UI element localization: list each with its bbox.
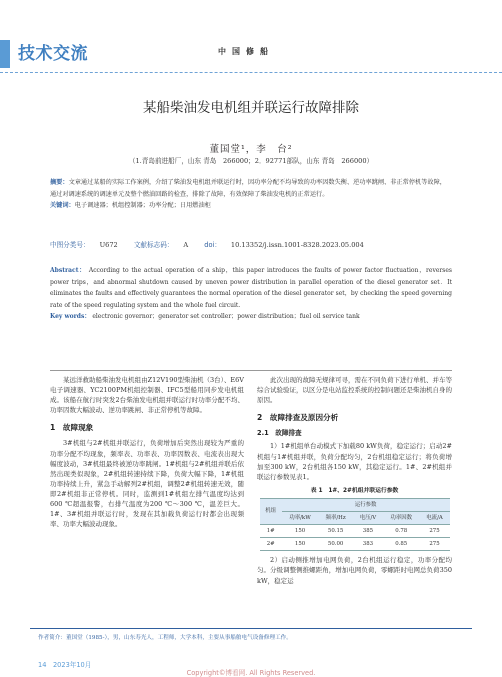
- footnote-divider: [30, 628, 472, 629]
- table-caption: 表 1 1#、2#机组并联运行参数: [310, 487, 399, 494]
- intro-continued: 此次出现的故障无规律可寻，需在不同负荷下进行单机、并车等综合试验验证，以区分是电站监控系统的控制问题还是柴油机自身的原因。: [257, 376, 452, 405]
- table-cell: 150: [282, 525, 318, 538]
- table-cell: 0.85: [383, 538, 420, 551]
- table-cell: 50.15: [318, 525, 353, 538]
- table-cell: 1#: [260, 525, 282, 538]
- clc-value: U672: [99, 241, 118, 249]
- abstract-label: 摘要：: [50, 179, 69, 186]
- abstract-divider: [50, 370, 452, 371]
- check-paragraph-2: 2）启动侧推增加电网负荷，2台机组运行稳定，功率分配均匀。分级调整侧推螺距角，增加电网负荷，零螺距时电网总负荷350 kW，稳定运: [257, 556, 452, 585]
- article-authors: 董国堂¹，李 台²: [209, 144, 293, 155]
- keywords-en-label: Key words：: [50, 313, 91, 321]
- keywords-label: 关键词：: [50, 202, 75, 210]
- magazine-name: 中国修船: [218, 46, 274, 56]
- table-cell: 275: [420, 525, 450, 538]
- classification-line: [50, 239, 452, 249]
- abstract-en: [50, 265, 452, 323]
- left-column: [50, 375, 244, 529]
- table-cell: 2#: [260, 538, 282, 551]
- table-col-header: 频率/Hz: [318, 512, 353, 525]
- author-footnote: 作者简介：董国堂（1985-），男，山东寿光人，工程师，大学本科，主要从事船舶电气设备修理工作。: [38, 635, 292, 641]
- doc-label: 文献标志码：: [133, 241, 174, 249]
- table-cell: 50.00: [318, 538, 353, 551]
- intro-paragraph: 某远洋救助船柴油发电机组由Z12V190型柴油机（3台）、E6V电子调速器、YC2100PM机组控制器、IFC5型船用同步发电机组成。该船在航行时突发2台柴油发电机组并联运行时功率分配不均、功率因数大幅波动、逆功率跳闸、非正常停机等故障。: [50, 376, 244, 415]
- table-header-unit: 机组: [260, 498, 282, 524]
- abstract-en-text: According to the actual operation of a ship，this paper introduces the faults of power factor fluctuation，reverses power trips，and abnormal shutdown caused by uneven power distribution in parallel operation of the diesel generator set．It eliminates the faults and effectively guarantees the normal operation of the diesel generator set，by checking the speed governing rate of the speed regulating system and the whole fuel circuit.: [50, 267, 452, 309]
- table-col-header: 电流/A: [420, 512, 450, 525]
- parameter-table: [260, 498, 450, 551]
- table-cell: 383: [353, 538, 383, 551]
- table-row: [260, 538, 450, 551]
- table-col-header: 功率因数: [383, 512, 420, 525]
- header-accent-bar: [0, 40, 10, 68]
- table-col-header: 功率/kW: [282, 512, 318, 525]
- doi-label: doi：: [204, 241, 221, 249]
- abstract-cn: [50, 177, 452, 212]
- abstract-en-label: Abstract：: [50, 267, 87, 274]
- fault-paragraph: 3#机组与2#机组并联运行，负荷增加后突然出现较为严重的功率分配不均现象，频率表、功率表、功率因数表、电流表出现大幅度波动，3#机组最终被逆功率跳闸。1#机组与2#机组并联后依然出现类似现象，2#机组转速持续下降，负荷大幅下降，1#机组功率持续上升，紧急手动解列2#机组，调整2#机组转速无效，随即2#机组非正常停机。同时，监测到1#机组左排气温度均达到600 ℃超温报警，右排气温度为200 ℃～300 ℃，温差巨大。1#、3#机组并联运行时，发现在其加载负荷运行时都会出现频率、功率大幅波动现象。: [50, 439, 244, 529]
- clc-label: 中图分类号：: [50, 241, 90, 249]
- heading-fault-phenomenon: 1 故障现象: [50, 423, 94, 433]
- keywords-en-text: electronic governor；generator set controller；power distribution；fuel oil service tank: [92, 313, 360, 321]
- article-affiliation: （1.青岛前进船厂，山东 青岛 266000；2．92771部队，山东 青岛 266000）: [128, 157, 374, 165]
- table-cell: 0.78: [383, 525, 420, 538]
- table-header-group: 运行参数: [282, 498, 450, 511]
- section-title: 技术交流: [18, 44, 88, 64]
- doi-value: 10.13352/j.issn.1001-8328.2023.05.004: [230, 241, 364, 249]
- article-title: 某船柴油发电机组并联运行故障排除: [143, 100, 359, 116]
- page-number: 14 2023年10月: [38, 661, 92, 669]
- doc-value: A: [183, 241, 189, 249]
- table-cell: 150: [282, 538, 318, 551]
- table-col-header: 电压/V: [353, 512, 383, 525]
- table-cell: 275: [420, 538, 450, 551]
- table-cell: 385: [353, 525, 383, 538]
- table-row: [260, 525, 450, 538]
- abstract-text: 文章通过某船的实际工作案例，介绍了柴油发电机组并联运行时，因功率分配不均导致的功率因数失衡、逆功率跳闸、非正常停机等故障，通过对调速系统的调速单元及整个燃油回路的检查，排除了故障，有效保障了柴油发电机的正常运行。: [50, 179, 446, 198]
- copyright-notice: Copyright©博看网. All Rights Reserved.: [186, 669, 316, 677]
- header-divider: [0, 72, 502, 73]
- heading-troubleshooting: 2 故障排查及原因分析: [257, 413, 339, 423]
- right-column: [257, 375, 452, 586]
- check-paragraph-1: 1）1#机组单台动模式下加载80 kW负荷，稳定运行；启动2#机组与1#机组并联，负荷分配均匀，2台机组稳定运行；将负荷增加至300 kW，2台机组各150 kW，其稳定运行。1#、2#机组并联运行参数见表1。: [257, 442, 452, 481]
- keywords-text: 电子调速器；机组控制器；功率分配；日用燃油柜: [74, 202, 211, 210]
- heading-fault-check: 2.1 故障排查: [257, 429, 302, 438]
